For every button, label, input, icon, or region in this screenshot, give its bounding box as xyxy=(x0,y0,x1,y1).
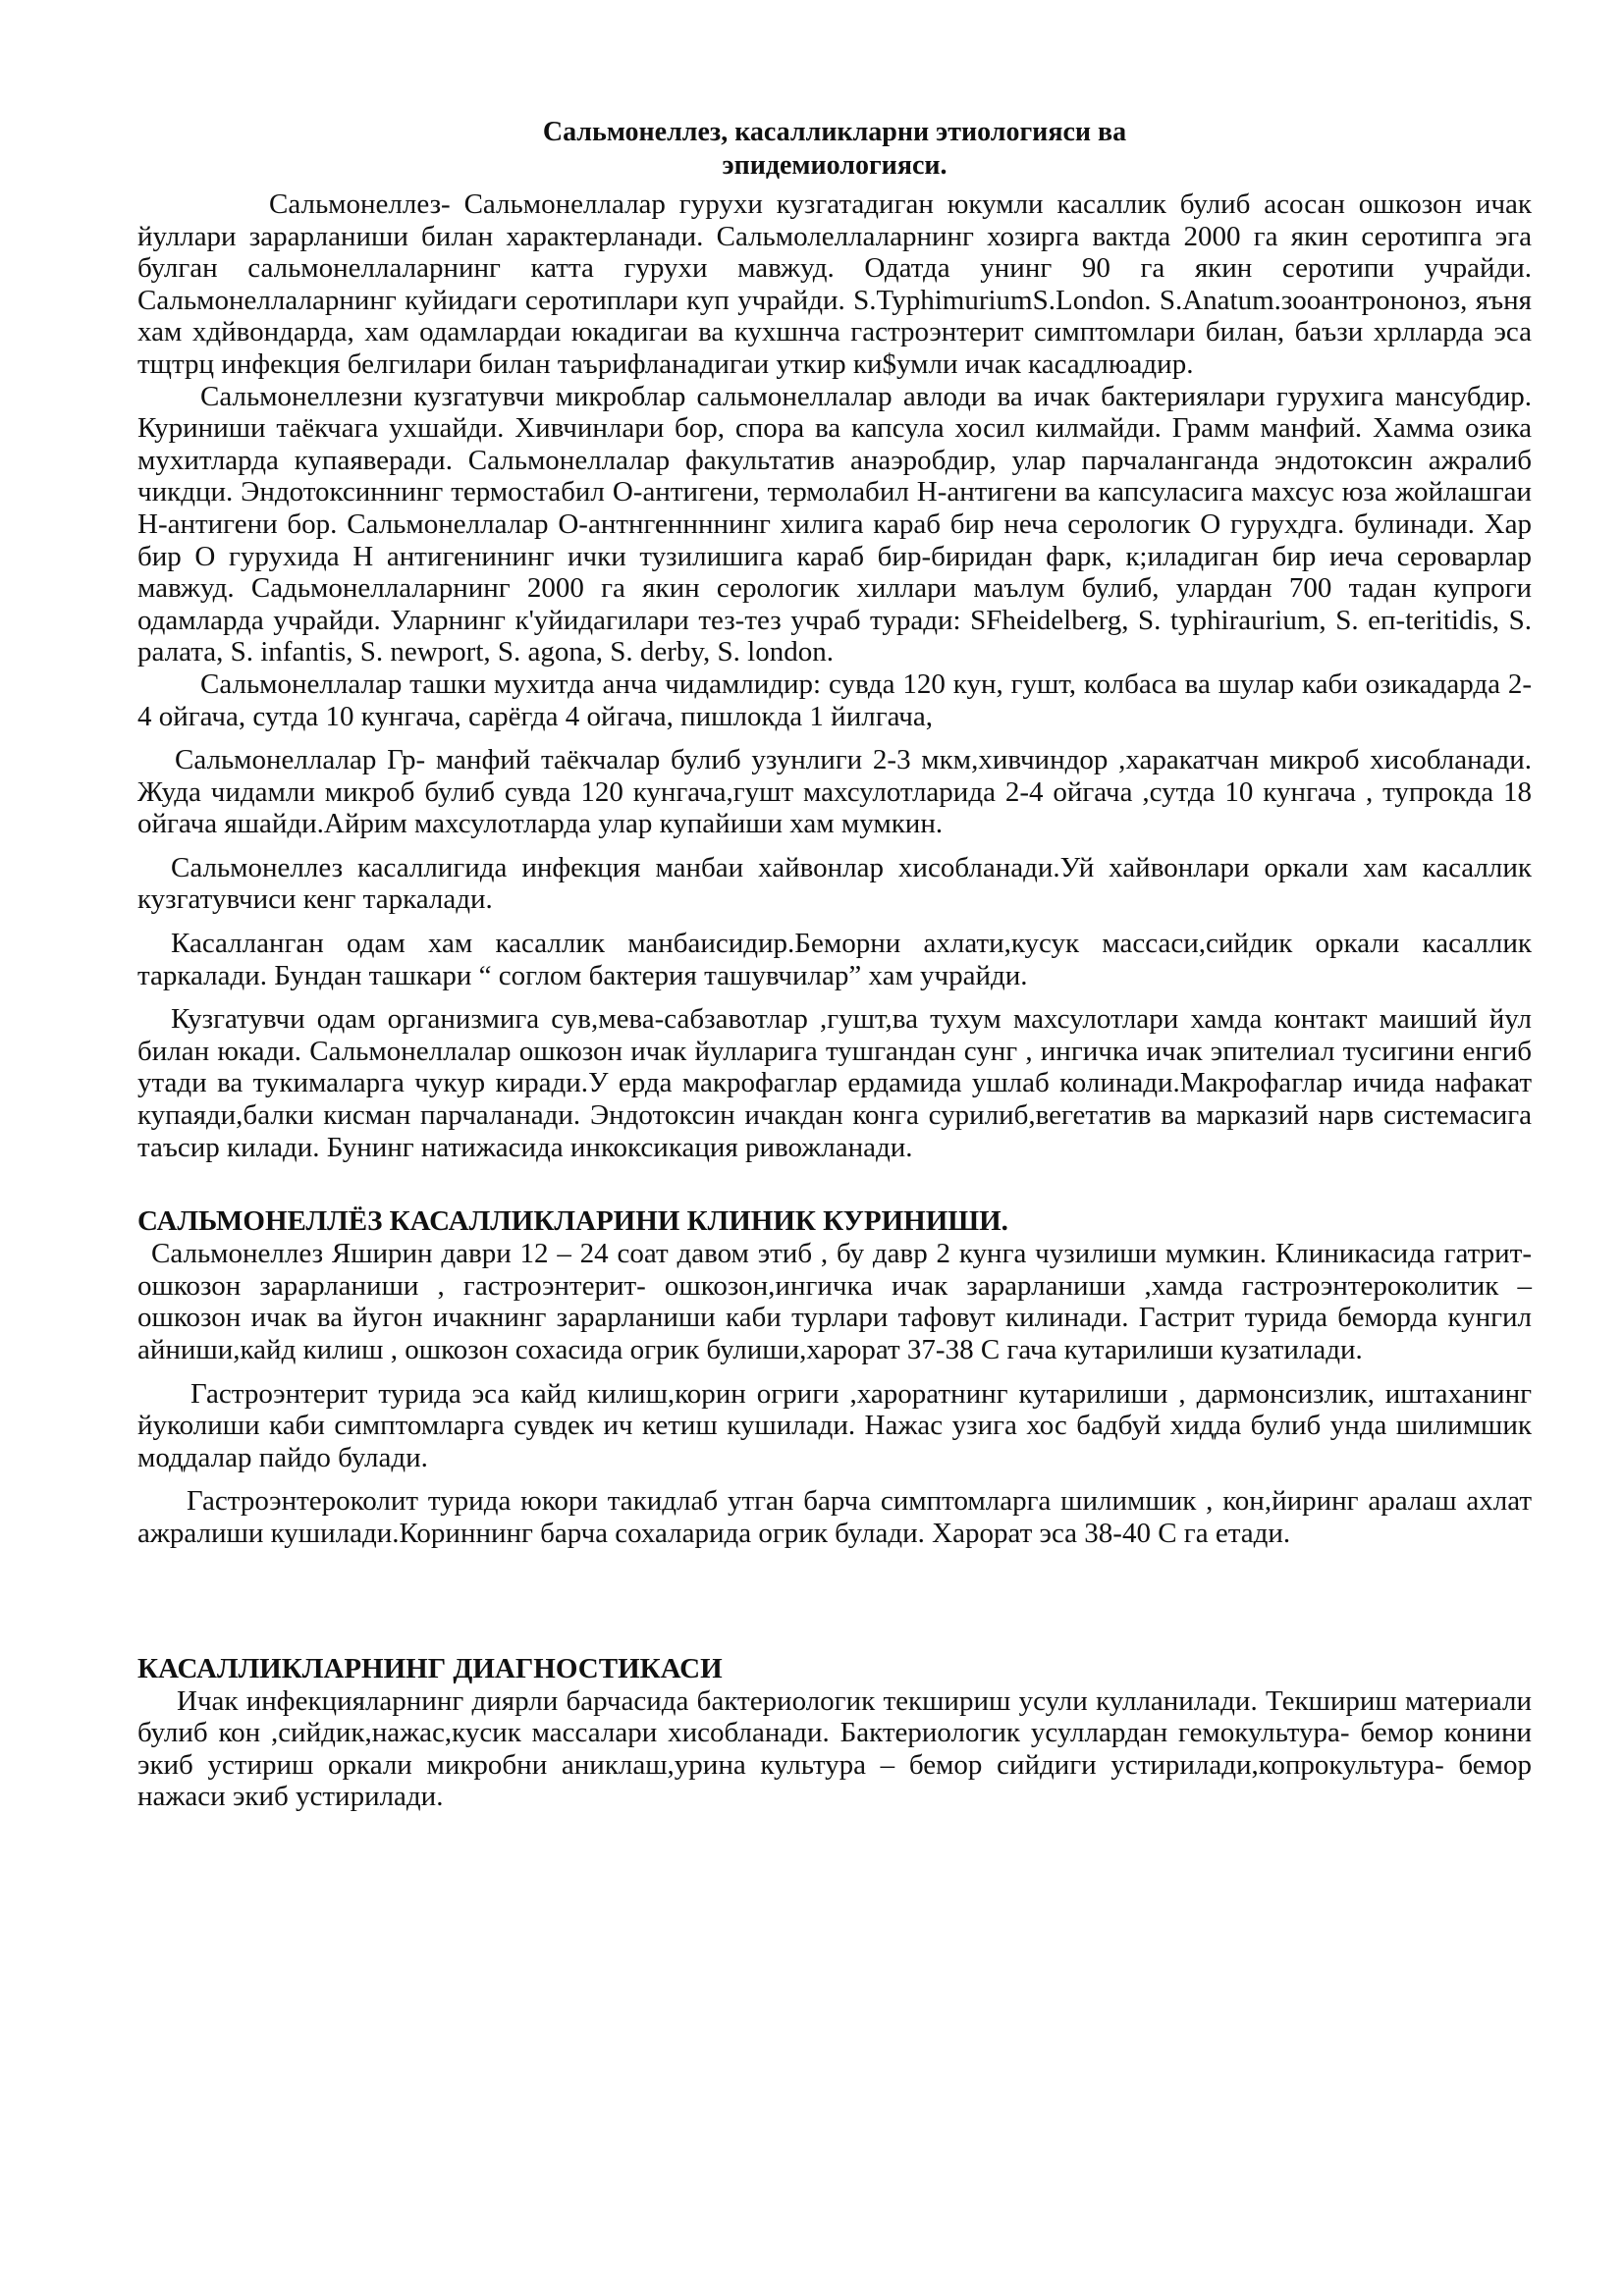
paragraph-source-animals: Сальмонеллез касаллигида инфекция манбаи хайвонлар хисобланади.Уй хайвонлари оркали хам касаллик кузгатувчиси кенг таркалади. xyxy=(137,851,1532,916)
paragraph-pathogen: Сальмонеллезни кузгатувчи микроблар сальмонеллалар авлоди ва ичак бактериялари гурухига мансубдир. Куриниши таёкчага ухшайди. Хивчинлари бор, спора ва капсула хосил килмайди. Грамм манфий. Хамма озика мухитларда купаяверади. Сальмонеллалар факультатив анаэробдир, улар парчаланганда эндотоксин ажралиб чикдци. Эндотоксиннинг термостабил О-антигени, термолабил Н-антигени ва капсуласига махсус юза жойлашгаи Н-антигени бор. Сальмонеллалар О-антнгеннннинг хилига караб бир неча серологик О гурухдга. булинади. Хар бир О гурухида Н антигенининг ички тузилишига караб бир-биридан фарк, к;иладиган бир иеча сероварлар мавжуд. Садьмонеллаларнинг 2000 га якин серологик хиллари маълум булиб, улардан 700 тадан купроги одамларда учрайди. Уларнинг к'уйидагилари тез-тез учраб туради: SFheidelberg, S. typhiraurium, S. еп-teritidis, S. ралата, S. infantis, S. newport, S. agona, S. derby, S. london. xyxy=(137,380,1532,668)
paragraph-clinical-forms: Сальмонеллез Яширин даври 12 – 24 соат давом этиб , бу давр 2 кунга чузилиши мумкин. Клиникасида гатрит-ошкозон зарарланиши , гастроэнтерит- ошкозон,ингичка ичак зарарланиши ,хамда гастроэнтероколитик – ошкозон ичак ва йугон ичакнинг зарарланиши каби турлари тафовут килинади. Гастрит турида беморда кунгил айниши,кайд килиш , ошкозон сохасида огрик булиши,харорат 37-38 С гача кутарилиши кузатилади. xyxy=(137,1238,1532,1365)
paragraph-pathogenesis: Кузгатувчи одам организмига сув,мева-сабзавотлар ,гушт,ва тухум махсулотлари хамда контакт маиший йул билан юкади. Сальмонеллалар ошкозон ичак йулларига тушгандан сунг , ингичка ичак эпителиал тусигини енгиб утади ва тукималарга чукур киради.У ерда макрофаглар ердамида ушлаб колинади.Макрофаглар ичида нафакат купаяди,балки кисман парчаланади. Эндотоксин ичакдан конга сурилиб,вегетатив ва марказий нарв системасига таъсир килади. Бунинг натижасида инкоксикация ривожланади. xyxy=(137,1003,1532,1163)
section-heading-clinical: САЛЬМОНЕЛЛЁЗ КАСАЛЛИКЛАРИНИ КЛИНИК КУРИНИШИ. xyxy=(137,1205,1008,1238)
paragraph-source-humans: Касалланган одам хам касаллик манбаисидир.Беморни ахлати,кусук массаси,сийдик оркали касаллик таркалади. Бундан ташкари “ соглом бактерия ташувчилар” хам учрайди. xyxy=(137,928,1532,991)
paragraph-morphology: Сальмонеллалар Гр- манфий таёкчалар булиб узунлиги 2-3 мкм,хивчиндор ,харакатчан микроб хисобланади. Жуда чидамли микроб булиб сувда 120 кунгача,гушт махсулотларида 2-4 ойгача ,сутда 10 кунгача , тупрокда 18 ойгача яшайди.Айрим махсулотларда улар купайиши хам мумкин. xyxy=(137,744,1532,840)
document-page xyxy=(137,116,1532,1813)
document-title xyxy=(137,116,1532,183)
paragraph-definition: Сальмонеллез- Сальмонеллалар гурухи кузгатадиган юкумли касаллик булиб асосан ошкозон ичак йуллари зарарланиши билан характерланади. Сальмолеллаларнинг хозирга вактда 2000 га якин серотипга эга булган сальмонеллаларнинг катта гурухи мавжуд. Одатда унинг 90 га якин серотипи учрайди. Сальмонеллаларнинг куйидаги серотиплари куп учрайди. S.TyphimuriumS.London. S.Anatum.зооантрононоз, яъня хам хдйвондарда, хам одамлардаи юкадигаи ва кухшнча гастроэнтерит симптомлари билан, баъзи хрлларда эса тщтрц инфекция белгилари билан таърифланадигаи уткир ки$умли ичак касадлюадир. xyxy=(137,188,1532,380)
paragraph-diagnostics: Ичак инфекцияларнинг диярли барчасида бактериологик текшириш усули кулланилади. Текшириш материали булиб кон ,сийдик,нажас,кусик массалари хисобланади. Бактериологик усуллардан гемокультура- бемор конини экиб устириш оркали микробни аниклаш,урина культура – бемор сийдиги устирилади,копрокультура- бемор нажаси экиб устирилади. xyxy=(137,1684,1532,1813)
paragraph-gastroenterocolitis: Гастроэнтероколит турида юкори такидлаб утган барча симптомларга шилимшик , кон,йиринг аралаш ахлат ажралиши кушилади.Кориннинг барча сохаларида огрик булади. Харорат эса 38-40 С га етади. xyxy=(137,1485,1532,1549)
section-heading-diagnostics: КАСАЛЛИКЛАРНИНГ ДИАГНОСТИКАСИ xyxy=(137,1652,723,1684)
title-line-1: Сальмонеллез, касалликларни этиологияси ва xyxy=(542,117,1127,147)
title-line-2: эпидемиологияси. xyxy=(722,150,947,181)
paragraph-gastroenteritis: Гастроэнтерит турида эса кайд килиш,корин огриги ,хароратнинг кутарилиши , дармонсизлик, иштаханинг йуколиши каби симптомларга сувдек ич кетиш кушилади. Нажас узига хос бадбуй хидда булиб унда шилимшик моддалар пайдо булади. xyxy=(137,1377,1532,1473)
paragraph-resistance: Сальмонеллалар ташки мухитда анча чидамлидир: сувда 120 кун, гушт, колбаса ва шулар каби озикадарда 2-4 ойгача, сутда 10 кунгача, сарёгда 4 ойгача, пишлокда 1 йилгача, xyxy=(137,667,1532,732)
